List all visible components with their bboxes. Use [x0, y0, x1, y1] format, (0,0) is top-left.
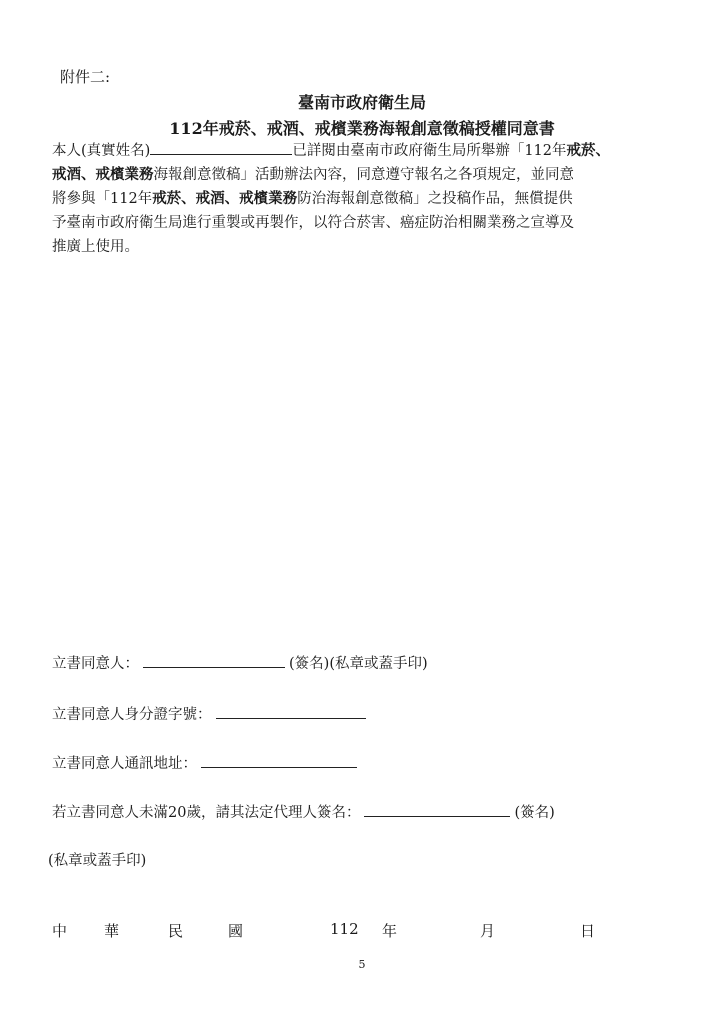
id-number-label: 立書同意人身分證字號：	[52, 707, 212, 723]
address-label: 立書同意人通訊地址：	[52, 756, 197, 772]
annex-label: 附件二:	[60, 68, 111, 86]
page-number: 5	[358, 958, 366, 971]
paragraph-text: 防治海報創意徵稿」之投稿作品，無償提供	[297, 191, 573, 207]
date-char: 華	[104, 922, 120, 940]
consenter-signature-blank[interactable]	[143, 652, 285, 668]
paragraph-line-4: 予臺南市政府衛生局進行重製或再製作，以符合菸害、癌症防治相關業務之宣導及	[52, 215, 574, 231]
paragraph-line-5: 推廣上使用。	[52, 239, 139, 255]
consent-paragraph	[52, 139, 692, 259]
address-blank[interactable]	[201, 752, 357, 768]
paragraph-text: 已詳閱由臺南市政府衛生局所舉辦「112年	[292, 143, 567, 159]
id-number-blank[interactable]	[216, 703, 366, 719]
date-char: 國	[228, 922, 244, 940]
issuer-title: 臺南市政府衛生局	[297, 93, 426, 112]
paragraph-bold-text: 戒菸、戒酒、戒檳業務	[152, 190, 298, 207]
name-blank[interactable]	[150, 139, 292, 155]
date-row	[52, 920, 612, 944]
consenter-row	[52, 652, 428, 673]
guardian-suffix: (簽名)	[514, 805, 555, 821]
consenter-label: 立書同意人：	[52, 656, 139, 672]
day-unit: 日	[580, 922, 596, 940]
document-title: 112年戒菸、戒酒、戒檳業務海報創意徵稿授權同意書	[169, 119, 555, 138]
guardian-row	[52, 801, 555, 822]
guardian-signature-blank[interactable]	[364, 801, 510, 817]
paragraph-text: 將參與「112年	[52, 191, 153, 207]
guardian-label: 若立書同意人未滿20歲，請其法定代理人簽名：	[52, 805, 361, 821]
date-char: 民	[168, 922, 184, 940]
consenter-suffix: (簽名)(私章或蓋手印)	[289, 656, 428, 672]
id-number-row	[52, 703, 370, 724]
paragraph-bold-text: 戒菸、	[566, 142, 611, 159]
date-char: 中	[52, 922, 68, 940]
date-year: 112	[330, 920, 359, 938]
paragraph-bold-text: 戒酒、戒檳業務	[52, 166, 154, 183]
address-row	[52, 752, 361, 773]
name-label: 本人(真實姓名)	[52, 143, 151, 159]
paragraph-line-2	[52, 163, 692, 187]
year-unit: 年	[382, 922, 398, 940]
paragraph-text: 海報創意徵稿」活動辦法內容，同意遵守報名之各項規定，並同意	[153, 167, 574, 183]
paragraph-line-1	[52, 139, 692, 163]
paragraph-line-3	[52, 187, 692, 211]
month-unit: 月	[480, 922, 496, 940]
seal-note: (私章或蓋手印)	[48, 853, 147, 869]
